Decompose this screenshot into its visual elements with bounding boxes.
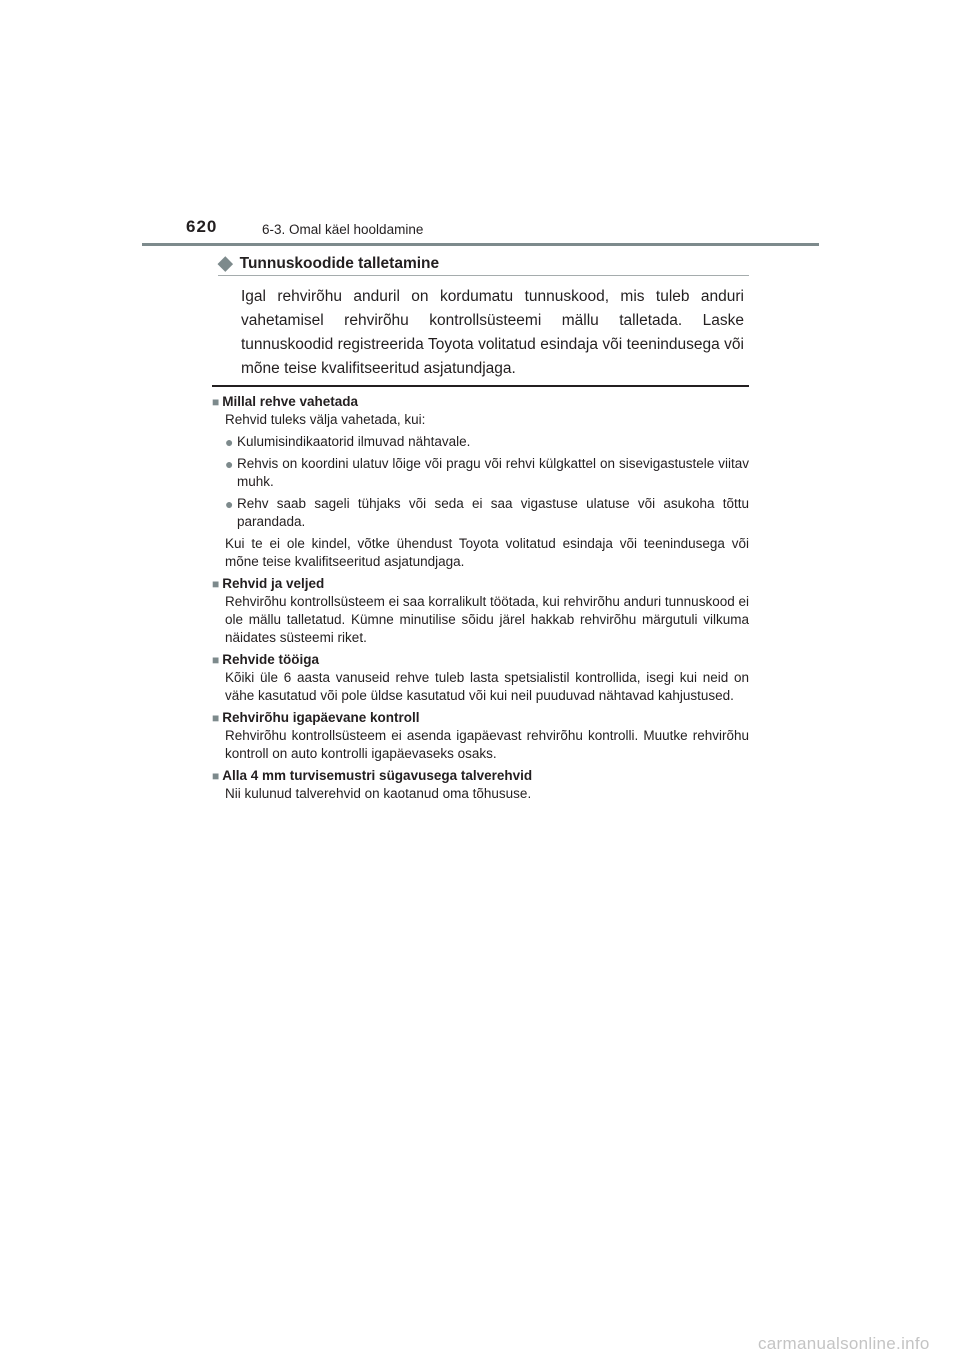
diamond-icon: ◆ [218,253,233,274]
note-title: ■ Rehvide tööiga [212,652,320,667]
note-title: ■ Rehvirõhu igapäevane kontroll [212,710,420,725]
note-text: Rehvirõhu kontrollsüsteem ei saa korralikult töötada, kui rehvirõhu anduri tunnuskood ei ole mällu talletatud. Kümne minutilise sõidu järel hakkab rehvirõhu märgutuli vilkuma näidates süsteemi riket. [225,594,749,645]
page-number: 620 [186,217,218,236]
box-rule-bottom [212,385,749,387]
square-bullet-icon: ■ [212,577,220,591]
note-title: ■ Alla 4 mm turvisemustri sügavusega talverehvid [212,768,533,783]
box-rule-top [218,275,749,276]
square-bullet-icon: ■ [212,711,220,725]
circle-bullet-icon: ● [225,434,234,450]
watermark: carmanualsonline.info [758,1334,930,1353]
notes-section [212,393,749,803]
box-body: Igal rehvirõhu anduril on kordumatu tunnuskood, mis tuleb anduri vahetamisel rehvirõhu kontrollsüsteemi mällu talletada. Laske tunnuskoodid registreerida Toyota volitatud esindaja või teenindusega või mõne teise kvalifitseeritud asjatundjaga. [241,288,744,377]
note-text: Kui te ei ole kindel, võtke ühendust Toyota volitatud esindaja või teenindusega või mõne teise kvalifitseeritud asjatundjaga. [225,536,749,569]
square-bullet-icon: ■ [212,653,220,667]
note-text: Rehvirõhu kontrollsüsteem ei asenda igapäevast rehvirõhu kontrolli. Muutke rehvirõhu kontroll on auto kontrolli igapäevaseks osaks. [225,728,749,761]
note-text: Nii kulunud talverehvid on kaotanud oma tõhususe. [225,786,532,801]
square-bullet-icon: ■ [212,769,220,783]
square-bullet-icon: ■ [212,395,220,409]
section-title: 6-3. Omal käel hooldamine [262,222,424,237]
list-item: ● Rehvis on koordini ulatuv lõige või pragu või rehvi külgkattel on sisevigastustele viitav muhk. [225,456,749,489]
note-text: Kõiki üle 6 aasta vanuseid rehve tuleb lasta spetsialistil kontrollida, isegi kui neid on vähe kasutatud või pole üldse kasutatud või kui neil puuduvad nähtavad kahjustused. [225,670,749,703]
circle-bullet-icon: ● [225,456,234,472]
header-rule [142,243,819,246]
circle-bullet-icon: ● [225,496,234,512]
note-title: ■ Rehvid ja veljed [212,576,325,591]
box-heading [218,254,439,273]
note-text: Rehvid tuleks välja vahetada, kui: [225,412,426,427]
note-title: ■ Millal rehve vahetada [212,394,359,409]
list-item: ● Rehv saab sageli tühjaks või seda ei saa vigastuse ulatuse või asukoha tõttu parandada. [225,496,749,529]
list-item: ● Kulumisindikaatorid ilmuvad nähtavale. [225,434,471,450]
box-heading-text: Tunnuskoodide talletamine [239,254,440,272]
